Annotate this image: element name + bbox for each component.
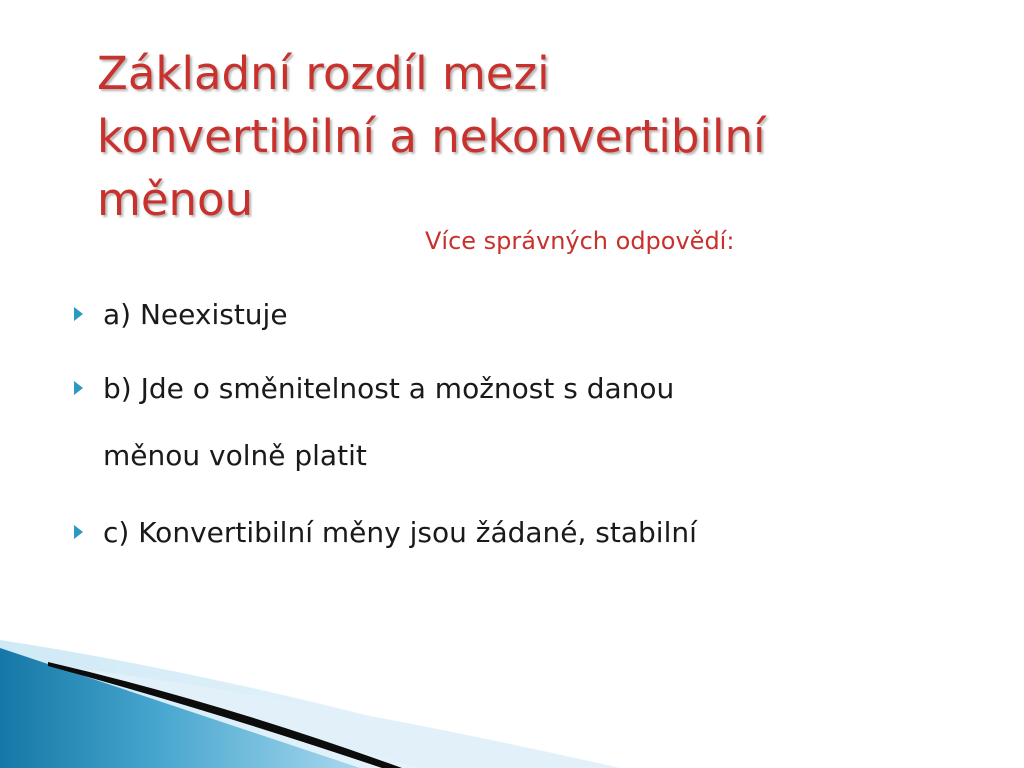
bullet-text: a) Neexistuje (103, 298, 288, 331)
title-line: Základní rozdíl mezi (97, 47, 550, 100)
slide-title (97, 42, 997, 231)
bullet-text: měnou volně platit (103, 439, 367, 472)
corner-decoration (0, 640, 1024, 768)
bullet-item (103, 281, 923, 348)
slide-subtitle: Více správných odpovědí: (425, 227, 735, 255)
title-line: konvertibilní a nekonvertibilní (97, 110, 766, 163)
bullet-text: b) Jde o směnitelnost a možnost s danou (103, 372, 675, 405)
bullet-text: c) Konvertibilní měny jsou žádané, stabilní (103, 516, 697, 549)
triangle-right-icon (74, 381, 83, 395)
bullet-item (103, 499, 923, 566)
bullet-item (103, 355, 923, 489)
title-line: měnou (97, 173, 254, 226)
triangle-right-icon (74, 307, 83, 321)
triangle-right-icon (74, 525, 83, 539)
